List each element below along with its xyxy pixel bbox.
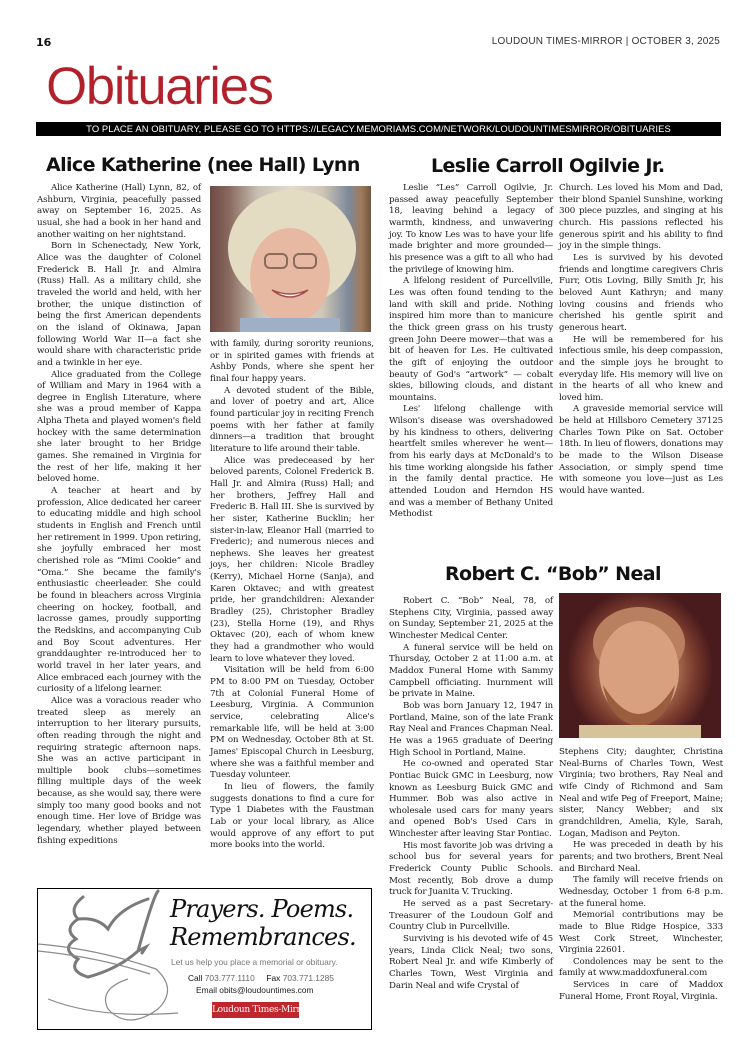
fax-label: Fax xyxy=(266,973,281,983)
call-number[interactable]: 703.777.1110 xyxy=(204,973,255,983)
ad-subline: Let us help you place a memorial or obituary. xyxy=(171,957,338,967)
headline-alice-lynn: Alice Katherine (nee Hall) Lynn xyxy=(46,154,360,176)
paragraph: Born in Schenectady, New York, Alice was the daughter of Colonel Frederick B. Hall Jr. and Almira (Russ) Hall. As a military child, she traveled the world and held, with her brother, the unique distinction of being the first American dependents on the island of Okinawa, Japan following World War II—a fact she would share with characteristic pride and a twinkle in her eye. xyxy=(37,241,201,368)
paragraph: Alice Katherine (Hall) Lynn, 82, of Ashburn, Virginia, peacefully passed away on September 16, 2025. As usual, she had a book in her hand and another waiting on her nightstand. xyxy=(37,183,201,240)
paragraph: His most favorite job was driving a school bus for several years for Frederick County Public Schools. Most recently, Bob drove a dump truck for Juanita V. Trucking. xyxy=(389,840,553,898)
paragraph: Les' lifelong challenge with Wilson's disease was overshadowed by his kindness to others, delivering heartfelt smiles wherever he went—from his early days at McDonald's to his time working alongside his father in the family dental practice. He attended Loudon and Herndon HS and was a member of Bethany United Methodist xyxy=(389,404,553,520)
memorial-advertisement[interactable] xyxy=(37,888,372,1030)
paragraph: Alice was a voracious reader who treated sleep as merely an interruption to her literary pursuits, often reading through the night and requiring strategic afternoon naps. She was an active participant in multiple book clubs—sometimes filling multiple days of the week because, as she would say, there were simply too many good books and not enough time. Her love of Bridge was legendary, whether played between fishing expeditions xyxy=(37,695,201,846)
paragraph: Visitation will be held from 6:00 PM to 8:00 PM on Tuesday, October 7th at Colonial Funeral Home of Leesburg, Virginia. A Communion service, celebrating Alice's remarkable life, will be held at 3:00 PM on Wednesday, October 8th at St. James' Episcopal Church in Leesburg, where she was a faithful member and Tuesday volunteer. xyxy=(210,665,374,781)
paragraph: Robert C. “Bob” Neal, 78, of Stephens City, Virginia, passed away on Sunday, September 21, 2025 at the Winchester Medical Center. xyxy=(389,596,553,641)
obit-alice-column-2 xyxy=(210,339,374,852)
portrait-photo-alice-lynn xyxy=(210,186,371,332)
ad-phone-fax xyxy=(188,973,334,983)
portrait-photo-bob-neal-figure xyxy=(559,593,721,738)
obituary-submission-banner[interactable]: TO PLACE AN OBITUARY, PLEASE GO TO HTTPS://LEGACY.MEMORIAMS.COM/NETWORK/LOUDOUNTIMESMIRROR/OBITUARIES xyxy=(36,122,721,136)
email-link[interactable]: obits@loudountimes.com xyxy=(219,985,314,995)
fax-number: 703.771.1285 xyxy=(282,973,334,983)
ad-email-line xyxy=(196,985,313,995)
obit-leslie-column-2 xyxy=(559,183,723,498)
section-title: Obituaries xyxy=(46,57,273,116)
paragraph: A devoted student of the Bible, and lover of poetry and art, Alice found particular joy in reciting French poems with her father at family dinners—a tradition that brought literature to life around their table. xyxy=(210,385,374,454)
paragraph: Church. Les loved his Mom and Dad, their blond Spaniel Sunshine, working 300 piece puzzles, and singing at his church. His passions reflected his generous spirit and his ability to find joy in the simple things. xyxy=(559,183,723,252)
paragraph: Alice was predeceased by her beloved parents, Colonel Frederick B. Hall Jr. and Almira (Russ) Hall; and her brothers, Jeffrey Hall and Frederic B. Hall III. She is survived by her sister, Katherine Bucklin; her sister-in-law, Eleanor Hall (married to Frederic); and numerous nieces and nephews. She leaves her greatest joys, her children: Nicole Bradley (Kerry), Michael Horne (Sanja), and Karen Oktavec; and with greatest pride, her grandchildren: Alexander Bradley (25), Christopher Bradley (23), Stella Horne (19), and Rhys Oktavec (20), each of whom knew they had a grandmother who would learn to love whatever they loved. xyxy=(210,455,374,664)
paragraph: He co-owned and operated Star Pontiac Buick GMC in Leesburg, now known as Leesburg Buick GMC and Hummer. Bob was also active in wholesale used cars for many years and opened Bob's Used Cars in Winchester after leaving Star Pontiac. xyxy=(389,759,553,840)
paragraph: A teacher at heart and by profession, Alice dedicated her career to educating middle and high school students in English and French until her retirement in 1999. Upon retiring, she joyfully embraced her most cherished role as “Mimi Cookie” and “Oma.” She became the family's enthusiastic cheerleader. She could be found in bleachers across Virginia cheering on hockey, football, and lacrosse games, proudly supporting the Redskins, and accompanying Cub and Boy Scout adventures. Her granddaughter re-introduced her to world travel in her later years, and Alice embraced each journey with the curiosity of a lifelong learner. xyxy=(37,486,201,695)
paragraph: A graveside memorial service will be held at Hillsboro Cemetery 37125 Charles Town Pike on Sat. October 18th. In lieu of flowers, donations may be made to the Wilson Disease Association, or simply spend time with someone you love—just as Les would have wanted. xyxy=(559,404,724,497)
portrait-photo-bob-neal xyxy=(559,593,721,738)
email-label: Email xyxy=(196,985,217,995)
obit-alice-column-1 xyxy=(37,183,201,847)
ad-headline-line-2: Remembrances. xyxy=(170,923,356,951)
paragraph: The family will receive friends on Wednesday, October 1 from 6-8 p.m. at the funeral home. xyxy=(559,875,723,909)
paragraph: A lifelong resident of Purcellville, Les was often found tending to the land with skill and pride. Nothing inspired him more than to manicure the thick green grass on his trusty green John Deere mower—that was a bit of heaven for Les. He cultivated the gift of enjoying the outdoor beauty of God's “artwork” — cobalt skies, billowing clouds, and distant mountains. xyxy=(389,276,553,403)
paragraph: Leslie “Les” Carroll Ogilvie, Jr. passed away peacefully September 18, leaving behind a legacy of warmth, kindness, and unwavering joy. To know Les was to have your life made brighter and more grounded—his presence was a gift to all who had the privilege of knowing him. xyxy=(389,183,553,275)
running-head: LOUDOUN TIMES-MIRROR | OCTOBER 3, 2025 xyxy=(491,36,720,47)
page-number: 16 xyxy=(36,36,52,49)
paragraph: Alice graduated from the College of William and Mary in 1964 with a degree in English Literature, where she was a proud member of Kappa Alpha Theta and played women's field hockey with the same determination she later brought to her Bridge games. She remained in Virginia for the rest of her life, making it her beloved home. xyxy=(37,369,201,485)
paragraph: Services in care of Maddox Funeral Home, Front Royal, Virginia. xyxy=(559,980,723,1002)
call-label: Call xyxy=(188,973,203,983)
portrait-photo-alice-lynn-figure xyxy=(210,186,371,332)
headline-leslie-ogilvie: Leslie Carroll Ogilvie Jr. xyxy=(431,155,665,177)
paragraph: Surviving is his devoted wife of 45 years, Linda Click Neal; two sons, Robert Neal Jr. and wife Kimberly of Charles Town, West Virginia and Darin Neal and wife Crystal of xyxy=(389,934,553,991)
dove-icon xyxy=(38,889,178,1030)
paragraph: Memorial contributions may be made to Blue Ridge Hospice, 333 West Cork Street, Winchester, Virginia 22601. xyxy=(559,910,723,956)
newspaper-logo: Loudoun Times-Mirror xyxy=(212,1002,299,1018)
paragraph: Condolences may be sent to the family at www.maddoxfuneral.com xyxy=(559,956,723,979)
paragraph: A funeral service will be held on Thursday, October 2 at 11:00 a.m. at Maddox Funeral Home with Sammy Campbell officiating. Inurnment will be private in Maine. xyxy=(389,642,553,700)
paragraph: In lieu of flowers, the family suggests donations to find a cure for Type 1 Diabetes with the Faustman Lab or your local library, as Alice would approve of any effort to put more books into the world. xyxy=(210,781,374,851)
paragraph: He will be remembered for his infectious smile, his deep compassion, and the simple joys he brought to everyday life. His memory will live on in the hearts of all who knew and loved him. xyxy=(559,334,723,403)
paragraph: with family, during sorority reunions, or in spirited games with friends at Ashby Ponds, where she spent her final four happy years. xyxy=(210,339,374,384)
paragraph: He served as a past Secretary-Treasurer of the Loudoun Golf and Country Club in Purcellville. xyxy=(389,899,553,933)
obit-leslie-column-1 xyxy=(389,183,553,521)
headline-bob-neal: Robert C. “Bob” Neal xyxy=(445,563,661,585)
paragraph: Stephens City; daughter, Christina Neal-Burns of Charles Town, West Virginia; two brothers, Ray Neal and wife Cindy of Richmond and Sam Neal and wife Peg of Freeport, Maine; sister, Nancy Webber; and six grandchildren, Amelia, Kyle, Sarah, Logan, Madison and Peyton. xyxy=(559,747,723,839)
obit-bob-column-1 xyxy=(389,596,553,992)
ad-headline-line-1: Prayers. Poems. xyxy=(170,895,354,923)
paragraph: Bob was born January 12, 1947 in Portland, Maine, son of the late Frank Ray Neal and Frances Chapman Neal. He was a 1965 graduate of Deering High School in Portland, Maine. xyxy=(389,700,553,758)
paragraph: He was preceded in death by his parents; and two brothers, Brent Neal and Birchard Neal. xyxy=(559,840,723,874)
paragraph: Les is survived by his devoted friends and longtime caregivers Chris Furr, Otis Loving, Billy Smith Jr, his beloved Aunt Kathryn; and many loving cousins and friends who cherished his gentle spirit and generous heart. xyxy=(559,252,723,333)
obit-bob-column-2 xyxy=(559,747,723,1003)
